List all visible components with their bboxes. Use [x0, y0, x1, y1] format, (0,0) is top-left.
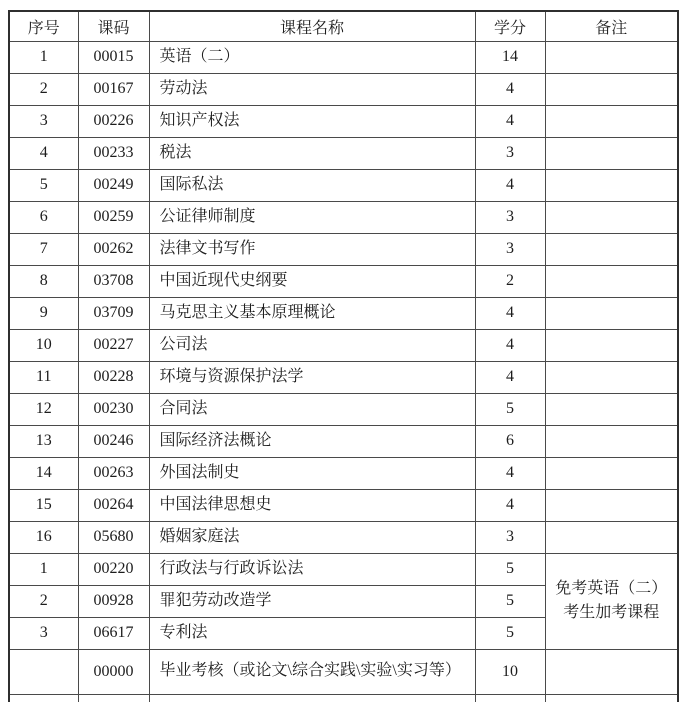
cell-remark	[545, 425, 678, 457]
cell-name: 国际经济法概论	[149, 425, 475, 457]
cell-name: 马克思主义基本原理概论	[149, 297, 475, 329]
cell-no	[9, 694, 78, 702]
cell-credits	[475, 694, 545, 702]
cell-remark	[545, 41, 678, 73]
cell-name: 毕业考核（或论文\综合实践\实验\实习等）	[149, 649, 475, 694]
cell-code: 00228	[78, 361, 149, 393]
cell-credits: 4	[475, 457, 545, 489]
cell-name: 环境与资源保护法学	[149, 361, 475, 393]
cell-credits: 10	[475, 649, 545, 694]
cell-code: 05680	[78, 521, 149, 553]
cell-name: 国际私法	[149, 169, 475, 201]
table-row	[9, 329, 678, 361]
column-header-credits: 学分	[475, 11, 545, 41]
cell-no: 10	[9, 329, 78, 361]
table-row	[9, 489, 678, 521]
cell-credits: 3	[475, 233, 545, 265]
cell-code: 00000	[78, 649, 149, 694]
cell-name	[149, 694, 475, 702]
cell-name: 知识产权法	[149, 105, 475, 137]
cell-credits: 5	[475, 553, 545, 585]
column-header-name: 课程名称	[149, 11, 475, 41]
cell-no: 16	[9, 521, 78, 553]
table-row	[9, 521, 678, 553]
cell-credits: 2	[475, 265, 545, 297]
cell-no: 14	[9, 457, 78, 489]
cell-no: 3	[9, 105, 78, 137]
cell-code: 00226	[78, 105, 149, 137]
cell-code	[78, 694, 149, 702]
cell-remark	[545, 393, 678, 425]
table-row	[9, 694, 678, 702]
table-row	[9, 393, 678, 425]
cell-code: 00246	[78, 425, 149, 457]
cell-credits: 3	[475, 137, 545, 169]
cell-code: 00230	[78, 393, 149, 425]
table-row	[9, 201, 678, 233]
cell-credits: 6	[475, 425, 545, 457]
cell-name: 中国法律思想史	[149, 489, 475, 521]
cell-code: 00227	[78, 329, 149, 361]
cell-code: 00928	[78, 585, 149, 617]
cell-name: 公证律师制度	[149, 201, 475, 233]
cell-no	[9, 649, 78, 694]
table-row	[9, 233, 678, 265]
table-row	[9, 457, 678, 489]
table-row	[9, 425, 678, 457]
table-row	[9, 553, 678, 585]
cell-credits: 4	[475, 73, 545, 105]
cell-code: 00264	[78, 489, 149, 521]
table-row	[9, 137, 678, 169]
cell-code: 00263	[78, 457, 149, 489]
cell-remark	[545, 73, 678, 105]
cell-name: 法律文书写作	[149, 233, 475, 265]
cell-no: 2	[9, 585, 78, 617]
table-row	[9, 649, 678, 694]
cell-remark	[545, 649, 678, 694]
cell-code: 00167	[78, 73, 149, 105]
table-row	[9, 361, 678, 393]
cell-credits: 14	[475, 41, 545, 73]
cell-credits: 4	[475, 169, 545, 201]
cell-name: 专利法	[149, 617, 475, 649]
cell-no: 5	[9, 169, 78, 201]
cell-name: 劳动法	[149, 73, 475, 105]
table-row	[9, 73, 678, 105]
cell-credits: 3	[475, 521, 545, 553]
cell-code: 00262	[78, 233, 149, 265]
cell-credits: 3	[475, 201, 545, 233]
cell-credits: 4	[475, 361, 545, 393]
cell-no: 4	[9, 137, 78, 169]
table-row	[9, 105, 678, 137]
cell-remark	[545, 489, 678, 521]
cell-code: 03708	[78, 265, 149, 297]
cell-code: 00259	[78, 201, 149, 233]
cell-code: 06617	[78, 617, 149, 649]
cell-no: 8	[9, 265, 78, 297]
cell-credits: 5	[475, 585, 545, 617]
cell-remark	[545, 137, 678, 169]
cell-code: 03709	[78, 297, 149, 329]
cell-no: 12	[9, 393, 78, 425]
cell-remark	[545, 521, 678, 553]
cell-no: 6	[9, 201, 78, 233]
table-row	[9, 297, 678, 329]
cell-credits: 5	[475, 617, 545, 649]
cell-name: 婚姻家庭法	[149, 521, 475, 553]
cell-remark	[545, 457, 678, 489]
cell-no: 9	[9, 297, 78, 329]
cell-name: 英语（二）	[149, 41, 475, 73]
column-header-remark: 备注	[545, 11, 678, 41]
cell-remark	[545, 233, 678, 265]
cell-name: 公司法	[149, 329, 475, 361]
cell-remark	[545, 361, 678, 393]
cell-credits: 4	[475, 105, 545, 137]
cell-no: 15	[9, 489, 78, 521]
cell-credits: 4	[475, 329, 545, 361]
cell-remark	[545, 169, 678, 201]
cell-no: 1	[9, 41, 78, 73]
column-header-code: 课码	[78, 11, 149, 41]
cell-credits: 4	[475, 489, 545, 521]
cell-remark	[545, 201, 678, 233]
cell-remark	[545, 265, 678, 297]
cell-name: 罪犯劳动改造学	[149, 585, 475, 617]
cell-name: 外国法制史	[149, 457, 475, 489]
cell-name: 税法	[149, 137, 475, 169]
cell-code: 00249	[78, 169, 149, 201]
cell-no: 1	[9, 553, 78, 585]
cell-remark	[545, 329, 678, 361]
cell-remark	[545, 694, 678, 702]
course-table	[8, 10, 679, 702]
cell-name: 中国近现代史纲要	[149, 265, 475, 297]
cell-code: 00233	[78, 137, 149, 169]
column-header-no: 序号	[9, 11, 78, 41]
table-row	[9, 41, 678, 73]
cell-credits: 4	[475, 297, 545, 329]
cell-credits: 5	[475, 393, 545, 425]
cell-no: 11	[9, 361, 78, 393]
cell-remark-merged: 免考英语（二） 考生加考课程	[545, 553, 678, 649]
cell-remark	[545, 297, 678, 329]
cell-name: 行政法与行政诉讼法	[149, 553, 475, 585]
cell-no: 3	[9, 617, 78, 649]
cell-no: 2	[9, 73, 78, 105]
cell-name: 合同法	[149, 393, 475, 425]
cell-no: 13	[9, 425, 78, 457]
cell-no: 7	[9, 233, 78, 265]
cell-remark	[545, 105, 678, 137]
cell-code: 00220	[78, 553, 149, 585]
table-row	[9, 265, 678, 297]
table-row	[9, 169, 678, 201]
header-row	[9, 11, 678, 41]
cell-code: 00015	[78, 41, 149, 73]
